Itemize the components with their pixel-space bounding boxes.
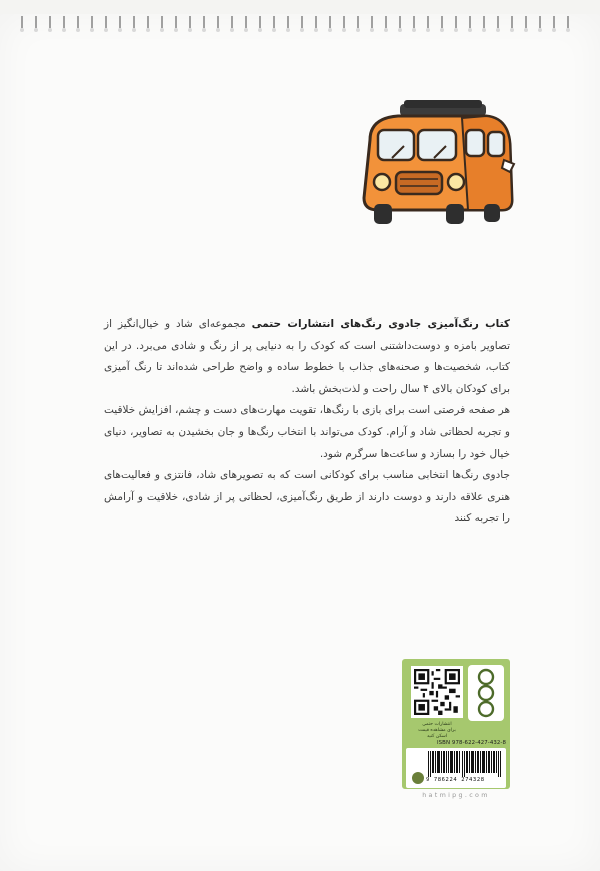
description-paragraph-1-rest: مجموعه‌ای شاد و خیال‌انگیز از تصاویر بامزه و دوست‌داشتنی است که کودک را به دنیایی پر از رنگ و شادی می‌برد. در این کتاب، شخصیت‌ها و صحنه‌های جذاب با خطوط ساده و واضح طراحی شده‌اند تا رنگ آمیزی برای کودکان بالای ۴ سال راحت و لذت‌بخش باشد. bbox=[104, 318, 510, 395]
scan-hint-line-2: اسکن کنید bbox=[427, 734, 447, 739]
barcode-panel bbox=[402, 659, 510, 789]
publisher-website[interactable]: hatmipg.com bbox=[422, 791, 490, 799]
back-cover-page bbox=[0, 14, 600, 871]
barcode-icon bbox=[428, 751, 502, 777]
description-paragraph-2: هر صفحه فرصتی است برای بازی با رنگ‌ها، تقویت مهارت‌های دست و چشم، افزایش خلاقیت و تجربه لحظاتی شاد و آرام. کودک می‌تواند با انتخاب رنگ‌ها و جان بخشیدن به تصاویر، دنیای خیال خود را بسازد و ساعت‌ها سرگرم شود. bbox=[104, 404, 510, 460]
publisher-name: انتشارات حتمی bbox=[422, 722, 452, 727]
spiral-binding bbox=[0, 14, 600, 34]
description-paragraph-3: جادوی رنگ‌ها انتخابی مناسب برای کودکانی است که به تصویرهای شاد، فانتزی و فعالیت‌های هنری علاقه دارند و دوست دارند از طریق رنگ‌آمیزی، لحظاتی پر از شادی، خلاقیت و آرامش را تجربه کنند bbox=[104, 469, 510, 525]
publisher-seal-icon bbox=[412, 772, 424, 784]
qr-code-icon[interactable] bbox=[411, 666, 463, 718]
bus-illustration bbox=[358, 100, 518, 228]
publisher-logo-icon bbox=[468, 665, 504, 721]
book-description bbox=[104, 314, 510, 530]
isbn-label: ISBN 978-622-427-432-8 bbox=[436, 740, 506, 746]
description-paragraph-1 bbox=[104, 314, 510, 400]
barcode-number: 9 786224 274328 bbox=[426, 777, 485, 783]
book-title-bold: کتاب رنگ‌آمیزی جادوی رنگ‌های انتشارات حتمی bbox=[251, 318, 510, 330]
barcode bbox=[406, 748, 506, 788]
scan-hint-line-1: برای مشاهده قیمت bbox=[418, 728, 456, 733]
